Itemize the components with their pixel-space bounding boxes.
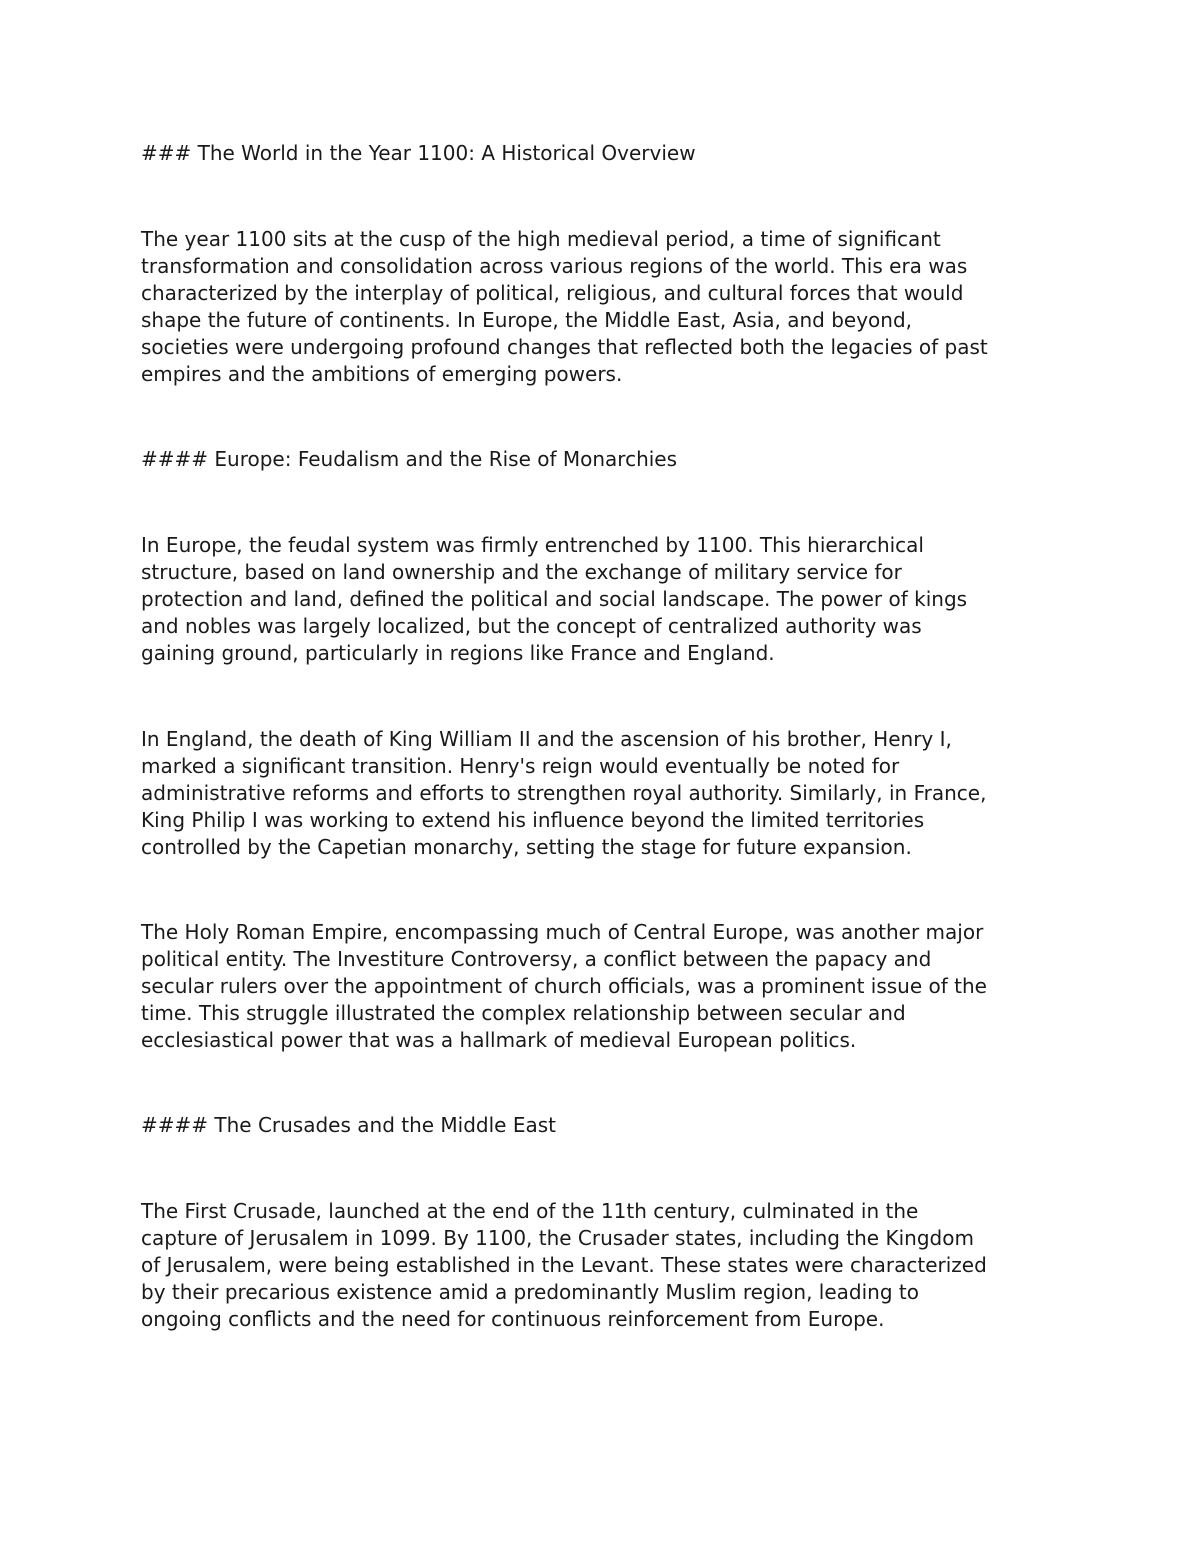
europe-paragraph-holy-roman-empire: The Holy Roman Empire, encompassing much of Central Europe, was another major political entity. The Investiture Controversy, a conflict between the papacy and secular rulers over the appointment of church officials, was a prominent issue of the time. This struggle illustrated the complex relationship between secular and ecclesiastical power that was a hallmark of medieval European politics.: [141, 920, 987, 1052]
europe-paragraph-feudalism: In Europe, the feudal system was firmly entrenched by 1100. This hierarchical structure, based on land ownership and the exchange of military service for protection and land, defined the political and social landscape. The power of kings and nobles was largely localized, but the concept of centralized authority was gaining ground, particularly in regions like France and England.: [141, 533, 968, 665]
europe-paragraph-england-france: In England, the death of King William II and the ascension of his brother, Henry I, marked a significant transition. Henry's reign would eventually be noted for administrative reforms and efforts to strengthen royal authority. Similarly, in France, King Philip I was working to extend his influence beyond the limited territories controlled by the Capetian monarchy, setting the stage for future expansion.: [141, 727, 987, 859]
section-heading-europe: #### Europe: Feudalism and the Rise of Monarchies: [141, 447, 678, 471]
crusades-paragraph-first-crusade: The First Crusade, launched at the end of the 11th century, culminated in the capture of Jerusalem in 1099. By 1100, the Crusader states, including the Kingdom of Jerusalem, were being established in the Levant. These states were characterized by their precarious existence amid a predominantly Muslim region, leading to ongoing conflicts and the need for continuous reinforcement from Europe.: [141, 1199, 987, 1331]
intro-paragraph: The year 1100 sits at the cusp of the high medieval period, a time of significant transformation and consolidation across various regions of the world. This era was characterized by the interplay of political, religious, and cultural forces that would shape the future of continents. In Europe, the Middle East, Asia, and beyond, societies were undergoing profound changes that reflected both the legacies of past empires and the ambitions of emerging powers.: [141, 227, 988, 386]
document-title: ### The World in the Year 1100: A Historical Overview: [141, 141, 696, 165]
section-heading-crusades: #### The Crusades and the Middle East: [141, 1113, 556, 1137]
